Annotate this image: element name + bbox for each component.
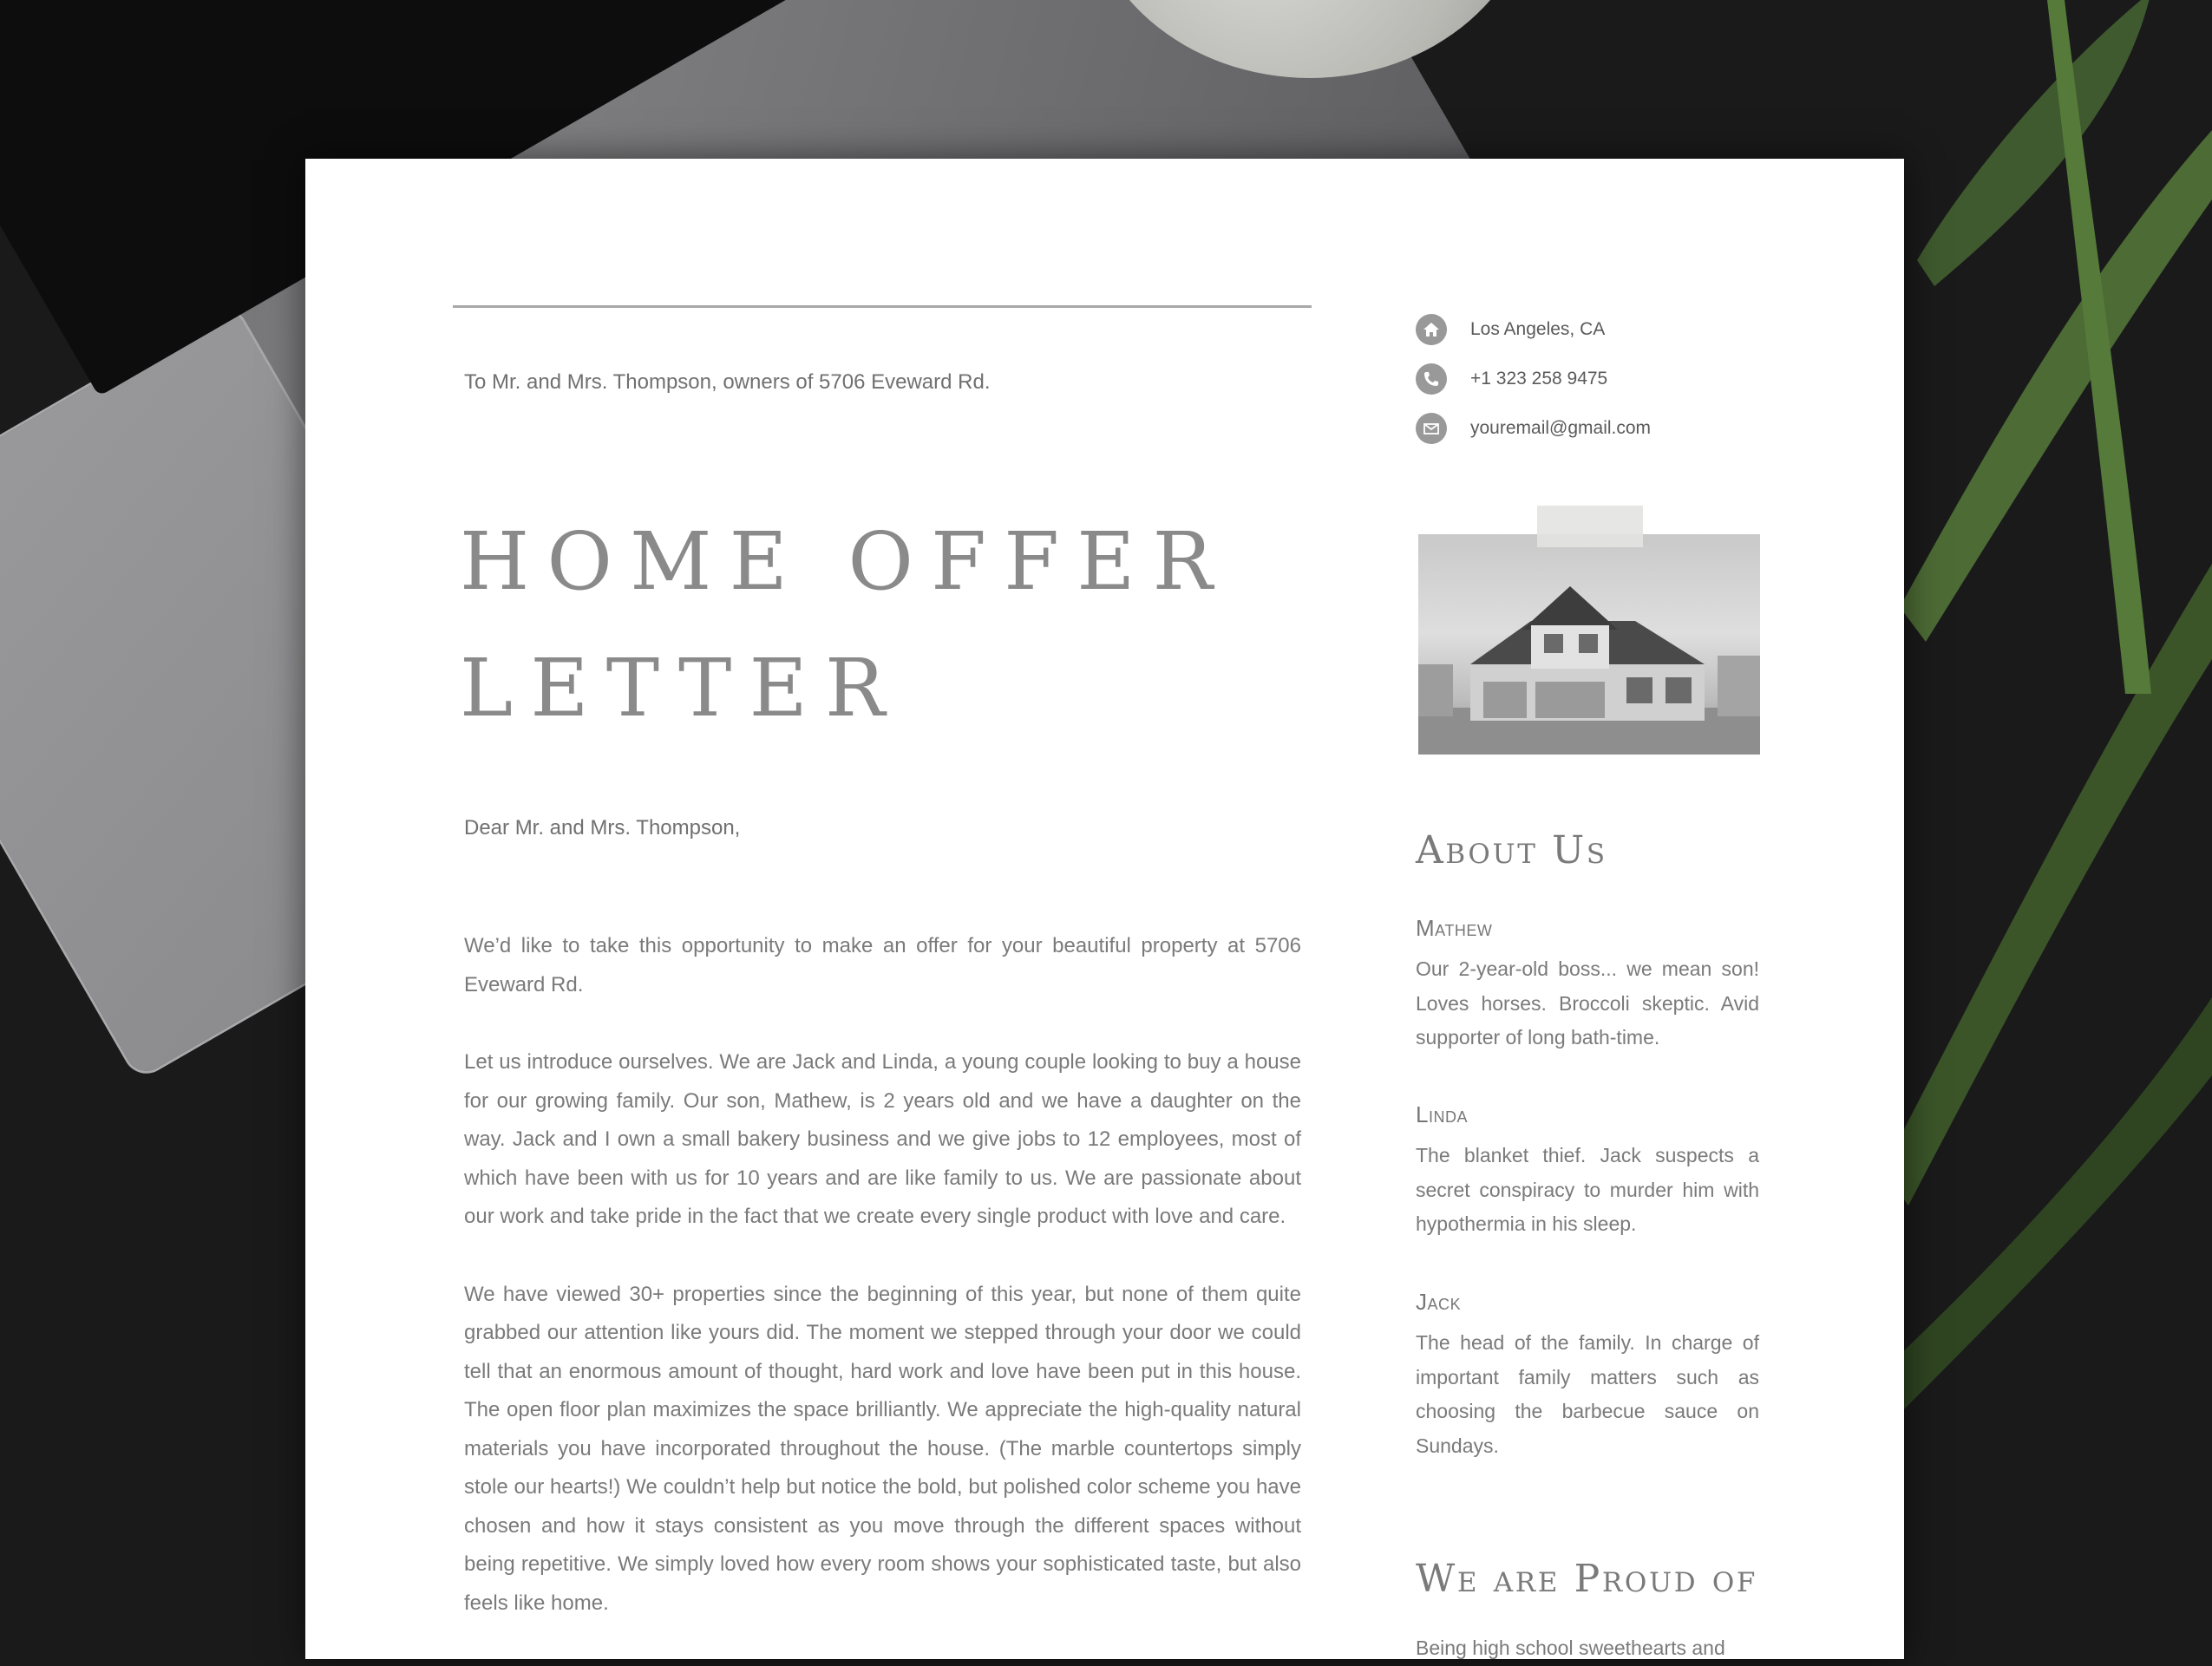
proud-text: Being high school sweethearts and <box>1416 1637 1725 1659</box>
member-jack <box>1416 1289 1759 1463</box>
member-mathew <box>1416 915 1759 1055</box>
member-name: Jack <box>1416 1289 1462 1315</box>
letter-body <box>464 927 1301 1662</box>
member-description: The blanket thief. Jack suspects a secret conspiracy to murder him with hypothermia in his sleep. <box>1416 1144 1759 1235</box>
title-line-2: LETTER <box>460 642 903 735</box>
envelope-icon <box>1416 413 1447 444</box>
member-description: Our 2-year-old boss... we mean son! Loves horses. Broccoli skeptic. Avid supporter of long bath-time. <box>1416 957 1759 1049</box>
member-linda <box>1416 1101 1759 1242</box>
home-icon <box>1416 314 1447 345</box>
title-line-1: HOME OFFER <box>460 515 1231 608</box>
offer-letter-page <box>305 159 1904 1659</box>
contact-email <box>1416 403 1651 453</box>
letter-title <box>460 499 1230 752</box>
house-photo <box>1418 534 1760 755</box>
body-paragraph: We’d like to take this opportunity to make an offer for your beautiful property at 5706 Eveward Rd. <box>464 934 1301 996</box>
house-photo-frame <box>1418 506 1760 757</box>
member-description: The head of the family. In charge of important family matters such as choosing the barbecue sauce on Sundays. <box>1416 1331 1759 1457</box>
body-paragraph: Let us introduce ourselves. We are Jack and Linda, a young couple looking to buy a house for our growing family. Our son, Mathew, is 2 years old and we have a daughter on the way. Jack and I own a small bakery business and we give jobs to 12 employees, most of which have been with us for 10 years and are like family to us. We are passionate about our work and take pride in the fact that we create every single product with love and care. <box>464 1050 1301 1228</box>
proud-heading: We are Proud of <box>1416 1557 1758 1601</box>
address-text: Los Angeles, CA <box>1470 318 1606 339</box>
photo-tape <box>1537 506 1643 547</box>
email-text: youremail@gmail.com <box>1470 417 1652 438</box>
header-rule <box>453 305 1312 308</box>
contact-phone <box>1416 354 1651 403</box>
salutation: Dear Mr. and Mrs. Thompson, <box>464 816 741 840</box>
contact-address <box>1416 304 1651 354</box>
about-heading: About Us <box>1416 828 1607 872</box>
phone-icon <box>1416 363 1447 395</box>
body-paragraph: We have viewed 30+ properties since the beginning of this year, but none of them quite grabbed our attention like yours did. The moment we stepped through your door we could tell that an enormous amount of thought, hard work and love have been put in this house. The open floor plan maximizes the space brilliantly. We appreciate the high-quality natural materials you have incorporated throughout the house. (The marble countertops simply stole our hearts!) We couldn’t help but notice the bold, but polished color scheme you have chosen and how it stays consistent as you move through the different spaces without being repetitive. We simply loved how every room shows your sophisticated taste, but also feels like home. <box>464 1282 1301 1615</box>
member-name: Mathew <box>1416 915 1493 941</box>
addressee-line: To Mr. and Mrs. Thompson, owners of 5706 Eveward Rd. <box>464 370 991 394</box>
palm-leaves <box>1865 0 2212 1659</box>
phone-text: +1 323 258 9475 <box>1470 368 1608 389</box>
member-name: Linda <box>1416 1101 1469 1127</box>
contact-block <box>1416 304 1651 453</box>
